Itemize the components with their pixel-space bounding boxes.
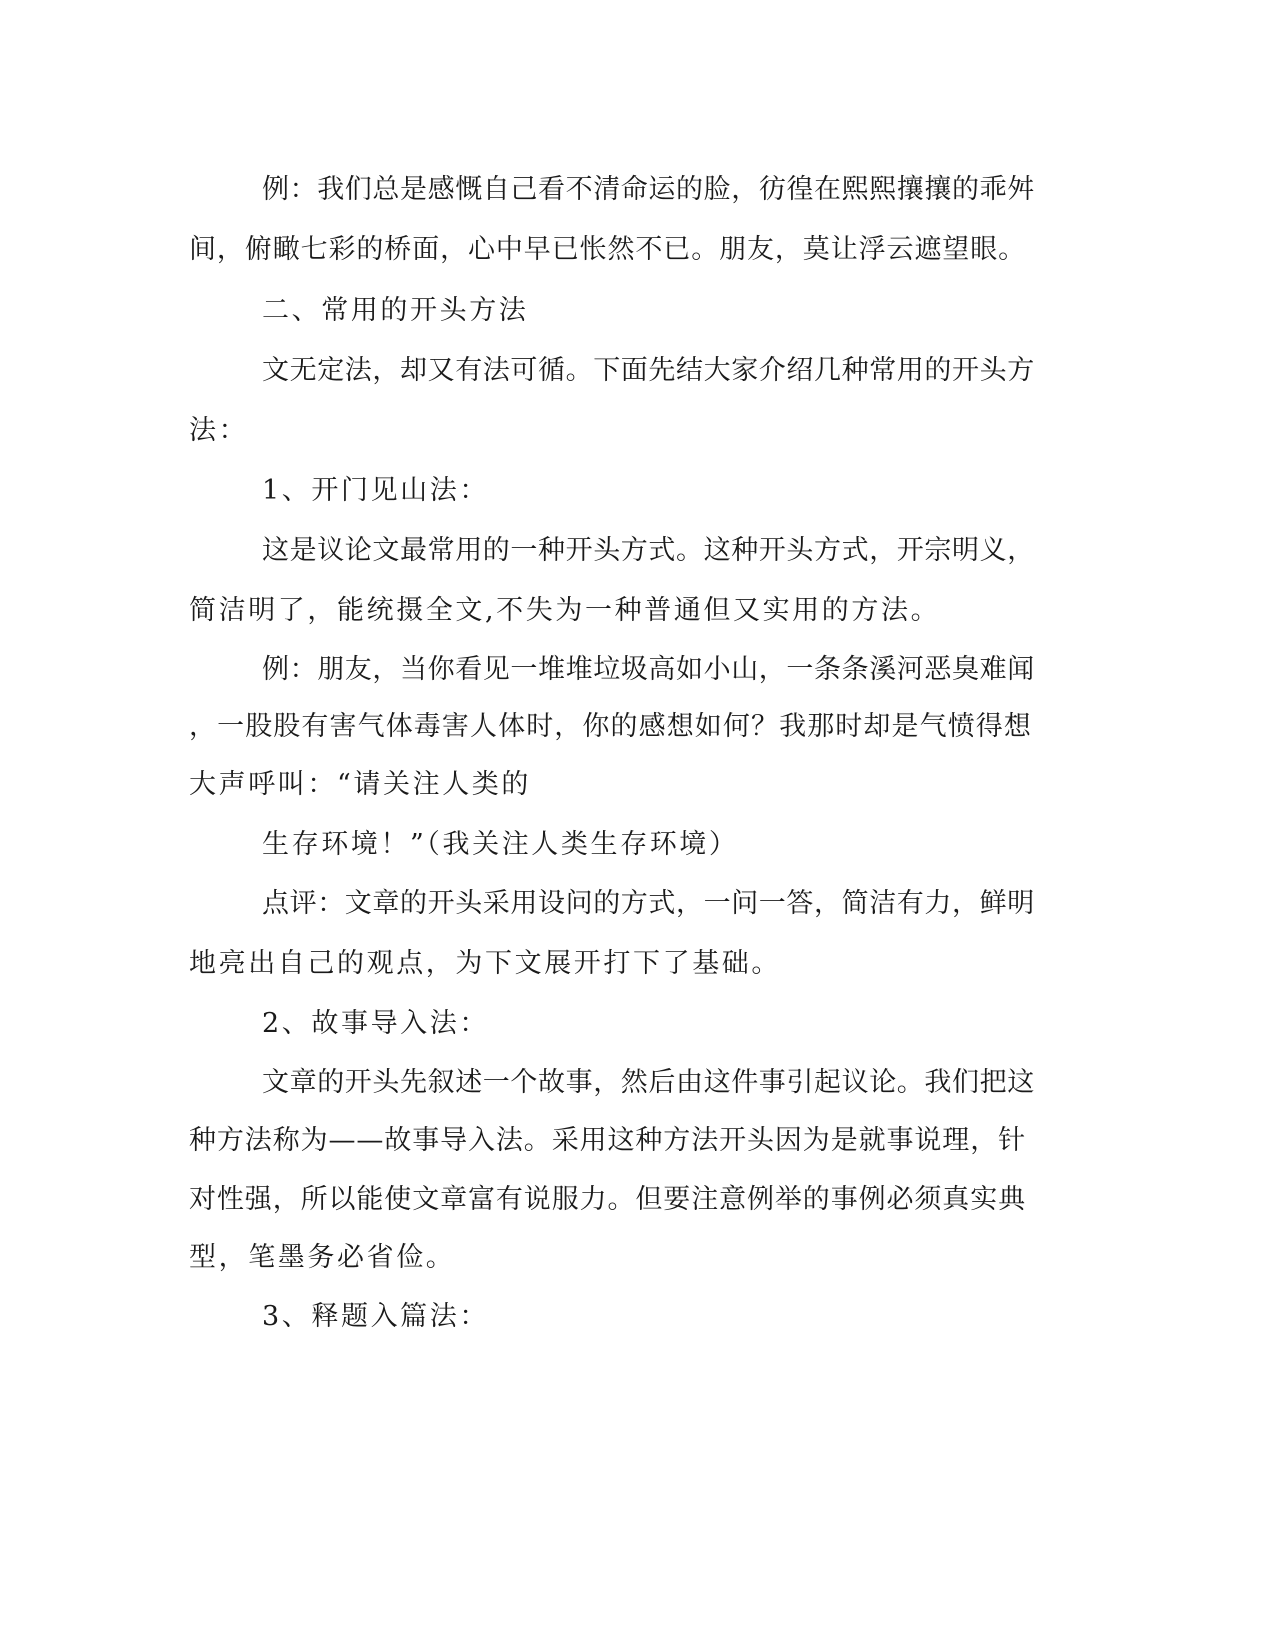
subsection-heading: 2、故事导入法： — [262, 1008, 489, 1039]
section-heading: 二、常用的开头方法 — [262, 295, 529, 326]
paragraph-line: 大声呼叫：“请关注人类的 — [189, 769, 532, 800]
paragraph-line: 文章的开头先叙述一个故事，然后由这件事引起议论。我们把这 — [262, 1067, 1035, 1098]
paragraph-line: 法： — [189, 415, 249, 446]
paragraph-line: 生存环境！”（我关注人类生存环境） — [262, 829, 739, 860]
subsection-heading: 3、释题入篇法： — [262, 1301, 489, 1332]
subsection-heading: 1、开门见山法： — [262, 475, 489, 506]
paragraph-line: 例：朋友，当你看见一堆堆垃圾高如小山，一条条溪河恶臭难闻 — [262, 654, 1035, 685]
paragraph-line: 对性强，所以能使文章富有说服力。但要注意例举的事例必须真实典 — [189, 1184, 1026, 1215]
paragraph-line: 间，俯瞰七彩的桥面，心中早已怅然不已。朋友，莫让浮云遮望眼。 — [189, 234, 1026, 265]
paragraph-line: 这是议论文最常用的一种开头方式。这种开头方式，开宗明义， — [262, 535, 1035, 566]
paragraph-line: 简洁明了，能统摄全文,不失为一种普通但又实用的方法。 — [189, 595, 941, 626]
paragraph-line: 地亮出自己的观点，为下文展开打下了基础。 — [189, 948, 781, 979]
paragraph-line: ，一股股有害气体毒害人体时，你的感想如何？我那时却是气愤得想 — [189, 711, 1032, 742]
paragraph-line: 种方法称为——故事导入法。采用这种方法开头因为是就事说理，针 — [189, 1125, 1026, 1156]
paragraph-line: 型，笔墨务必省俭。 — [189, 1242, 456, 1273]
paragraph-line: 文无定法，却又有法可循。下面先结大家介绍几种常用的开头方 — [262, 355, 1035, 386]
paragraph-line: 例：我们总是感慨自己看不清命运的脸，彷徨在熙熙攘攘的乖舛 — [262, 174, 1035, 205]
paragraph-line: 点评：文章的开头采用设问的方式，一问一答，简洁有力，鲜明 — [262, 888, 1035, 919]
